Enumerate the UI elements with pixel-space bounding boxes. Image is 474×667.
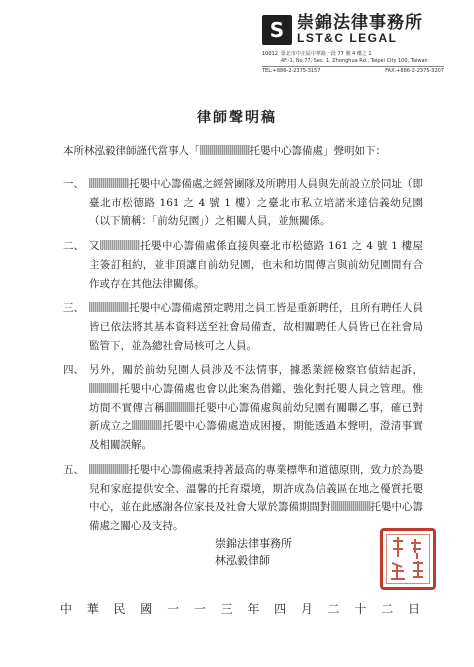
redaction-block: [165, 402, 195, 412]
paragraph-number: 三、: [63, 302, 84, 315]
date-char: 一: [167, 602, 180, 616]
paragraph-1: [63, 175, 423, 231]
date-char: 國: [140, 602, 153, 616]
firm-logo: S: [262, 15, 292, 45]
date-char: 月: [300, 602, 313, 616]
address-en: 4F.-1, No.77, Sec. 1, Zhonghua Rd., Taipei City 100, Taiwan: [280, 58, 428, 64]
redaction-block: [89, 302, 129, 312]
address-zip: 10012: [262, 51, 278, 57]
paragraph-text-part: 托嬰中心籌備處也會以此案為借鑑，強化對托嬰人員之管理。惟坊間不實傳言稱: [89, 383, 423, 414]
paragraph-4: [63, 361, 423, 455]
redaction-block: [89, 178, 129, 188]
signature-block: [215, 535, 292, 569]
paragraph-text-part: 托嬰中心籌備處之關心及支持。: [89, 501, 423, 532]
date-char: 年: [247, 602, 260, 616]
date-char: 十: [354, 602, 367, 616]
paragraph-text: [89, 237, 423, 293]
paragraph-text: [89, 175, 423, 231]
letterhead-logo-row: [262, 14, 462, 45]
paragraph-text: [89, 361, 423, 455]
date-char: 中: [60, 602, 73, 616]
signature-lawyer: 林泓毅律師: [215, 554, 270, 567]
paragraph-text-part: 托嬰中心籌備處預定聘用之員工皆是重新聘任，且所有聘任人員皆已依法將其基本資料送至社會局備查，故相關聘任人員皆已在社會局監管下，並為總社會局核可之人員。: [89, 302, 423, 352]
intro-line: [63, 143, 423, 159]
firm-name-en: LST&C LEGAL: [297, 31, 398, 45]
statement-body: [63, 143, 423, 542]
firm-name-cn: 崇錦法律事務所: [297, 13, 423, 33]
fax-number: FAX:+886-2-2375-3207: [385, 68, 444, 74]
redaction-block: [200, 145, 250, 155]
contact-line: [262, 66, 444, 74]
intro-before: 本所林泓毅律師謹代當事人「: [63, 145, 200, 157]
paragraph-text: [89, 461, 423, 536]
date-char: 三: [220, 602, 233, 616]
date-char: 二: [381, 602, 394, 616]
address-block: [262, 51, 462, 65]
firm-names: [297, 14, 423, 45]
redaction-block: [89, 383, 119, 393]
paragraph-text-part: 另外，關於前幼兒園人員涉及不法情事，據悉業經檢察官偵結起訴，: [89, 364, 423, 377]
paragraph-text-part: 托嬰中心籌備處造成困擾，期能透過本聲明，澄清事實及相關誤解。: [89, 420, 424, 452]
letterhead: [262, 14, 462, 74]
redaction-block: [331, 501, 371, 511]
date-char: 日: [407, 602, 420, 616]
seal-glyphs: [383, 531, 433, 587]
paragraph-number: 一、: [63, 178, 84, 190]
paragraph-text-part: 又: [89, 240, 100, 253]
paragraph-text-part: 托嬰中心籌備處係直接與臺北市松德路 161 之 4 號 1 樓屋主簽訂租約，並非頂讓自前幼兒園，也未和坊間傳言與前幼兒園間有合作或存在其他法律關係。: [89, 240, 423, 290]
paragraph-3: [63, 299, 423, 355]
date-char: 華: [86, 602, 99, 616]
paragraph-text-part: 托嬰中心籌備處與前幼兒園有關聯乙事，確已對新成立之: [89, 401, 423, 433]
date-char: 四: [274, 602, 287, 616]
date-char: 二: [327, 602, 340, 616]
signature-firm: 崇錦法律事務所: [215, 537, 292, 550]
paragraph-number: 五、: [63, 463, 84, 476]
paragraph-text: [89, 299, 423, 355]
paragraph-5: [63, 461, 423, 536]
date-line: [60, 600, 420, 617]
paragraph-text-part: 托嬰中心籌備處秉持著最高的專業標準和道德原則，致力於為嬰兒和家庭提供安全、溫馨的托育環境，期許成為信義區在地之優質托嬰中心，並在此感謝各位家長及社會大眾於籌備期間對: [89, 463, 423, 514]
redaction-block: [132, 420, 162, 430]
paragraph-number: 四、: [63, 364, 84, 377]
paragraph-text-part: 托嬰中心籌備處之經營團隊及所聘用人員與先前設立於同址（即臺北市松德路 161 之 4 號 1 樓）之臺北市私立培諾米達信義幼兒園（以下簡稱：「前幼兒園」）之相關人員，並無關係。: [89, 178, 423, 228]
paragraph-number: 二、: [63, 240, 84, 253]
intro-after: 托嬰中心籌備處」聲明如下：: [249, 145, 386, 157]
date-char: 民: [113, 602, 126, 616]
paragraph-2: [63, 237, 423, 293]
redaction-block: [100, 240, 140, 250]
address-cn: 臺北市中正區中華路一段 77 號 4 樓之 1: [280, 51, 372, 57]
tel-number: TEL:+886-2-2375-3157: [262, 68, 321, 74]
lawyer-seal-stamp: [380, 528, 436, 590]
document-title: 律師聲明稿: [197, 110, 277, 126]
date-char: 一: [193, 602, 206, 616]
address-lines: [281, 51, 428, 65]
redaction-block: [89, 464, 129, 474]
